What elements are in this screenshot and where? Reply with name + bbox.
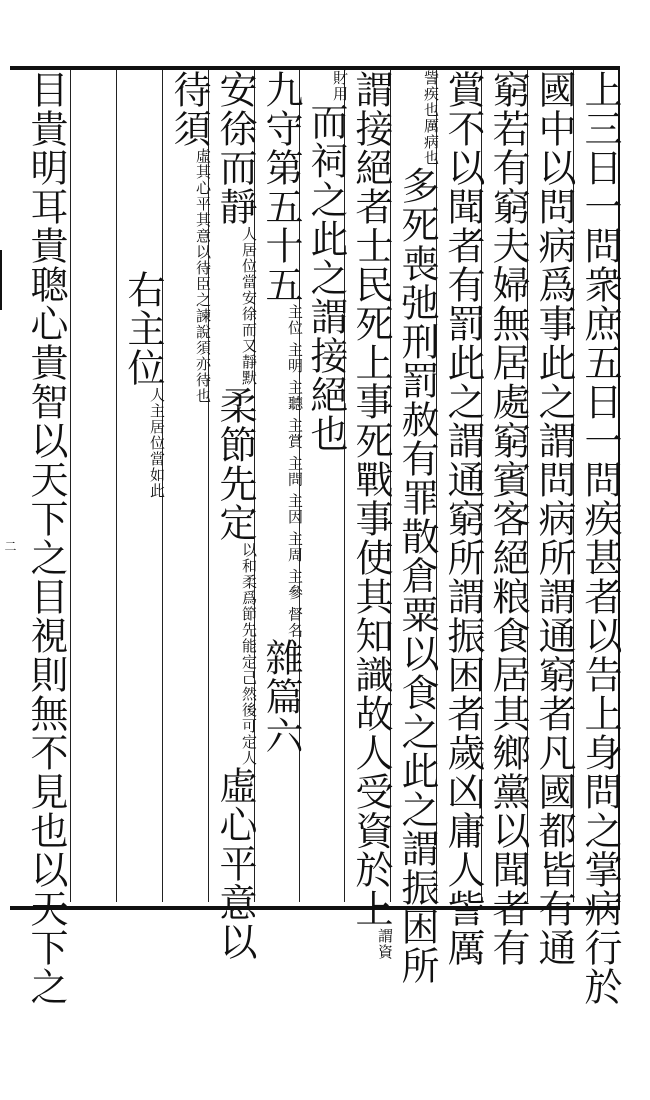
text-column-11 xyxy=(121,270,165,1100)
column-text: 而祠之此之謂接絕也 xyxy=(304,102,348,453)
annotation: 人居位當安徐而又靜默 xyxy=(240,226,258,386)
text-column-6 xyxy=(349,70,394,960)
text-column-12: 目貴明耳貴聰心貴智以天下之目視則無不見也以天下之 xyxy=(24,70,68,1006)
annotation: 以和柔爲節先能定己然後可定人 xyxy=(240,542,258,766)
column-text: 安徐而靜 xyxy=(213,70,257,226)
annotation: 人主居位當如此 xyxy=(148,387,166,499)
column-text: 柔節先定 xyxy=(213,386,257,542)
text-column-5 xyxy=(395,70,440,985)
column-text: 待須 xyxy=(167,70,211,148)
text-column-10 xyxy=(167,70,211,900)
annotation: 財用 xyxy=(331,70,349,102)
annotation: 謂資 xyxy=(376,928,394,960)
section-label: 雜篇六 xyxy=(259,638,303,756)
column-text: 謂接絕者士民死上事死戰事使其知識故人受資於上 xyxy=(349,70,393,928)
text-column-3: 窮若有窮夫婦無居處窮賓客絕粮食居其鄉黨以聞者有 xyxy=(486,70,530,967)
annotation: 訾疾也厲病也 xyxy=(422,70,440,166)
annotation: 主位 主明 主聽 主賞 主問 主因 主周 主參 督名 xyxy=(286,304,304,639)
text-column-9 xyxy=(213,70,258,961)
left-margin-mark xyxy=(0,250,10,310)
column-rule xyxy=(116,70,117,902)
column-text: 虛心平意以 xyxy=(213,766,257,961)
page-number: 二 xyxy=(3,540,17,552)
chapter-title: 九守第五十五 xyxy=(259,70,303,304)
annotation: 虛其心平其意以待臣之諫說須亦待也 xyxy=(194,148,212,404)
text-column-2: 國中以問病爲事此之謂問病所謂通窮者凡國都皆有通 xyxy=(532,70,576,967)
column-text: 多死喪弛刑罰赦有罪散倉粟以食之此之謂振困所 xyxy=(395,166,439,985)
text-column-8 xyxy=(259,70,303,900)
column-rule xyxy=(70,70,71,902)
text-column-1: 上三日一問衆庶五日一問疾甚者以告上身問之掌病行於 xyxy=(578,70,622,1006)
text-column-4: 賞不以聞者有罰此之謂通窮所謂振困者歲凶庸人訾厲 xyxy=(441,70,485,967)
text-column-7 xyxy=(304,70,348,900)
column-text: 右主位 xyxy=(121,270,165,387)
